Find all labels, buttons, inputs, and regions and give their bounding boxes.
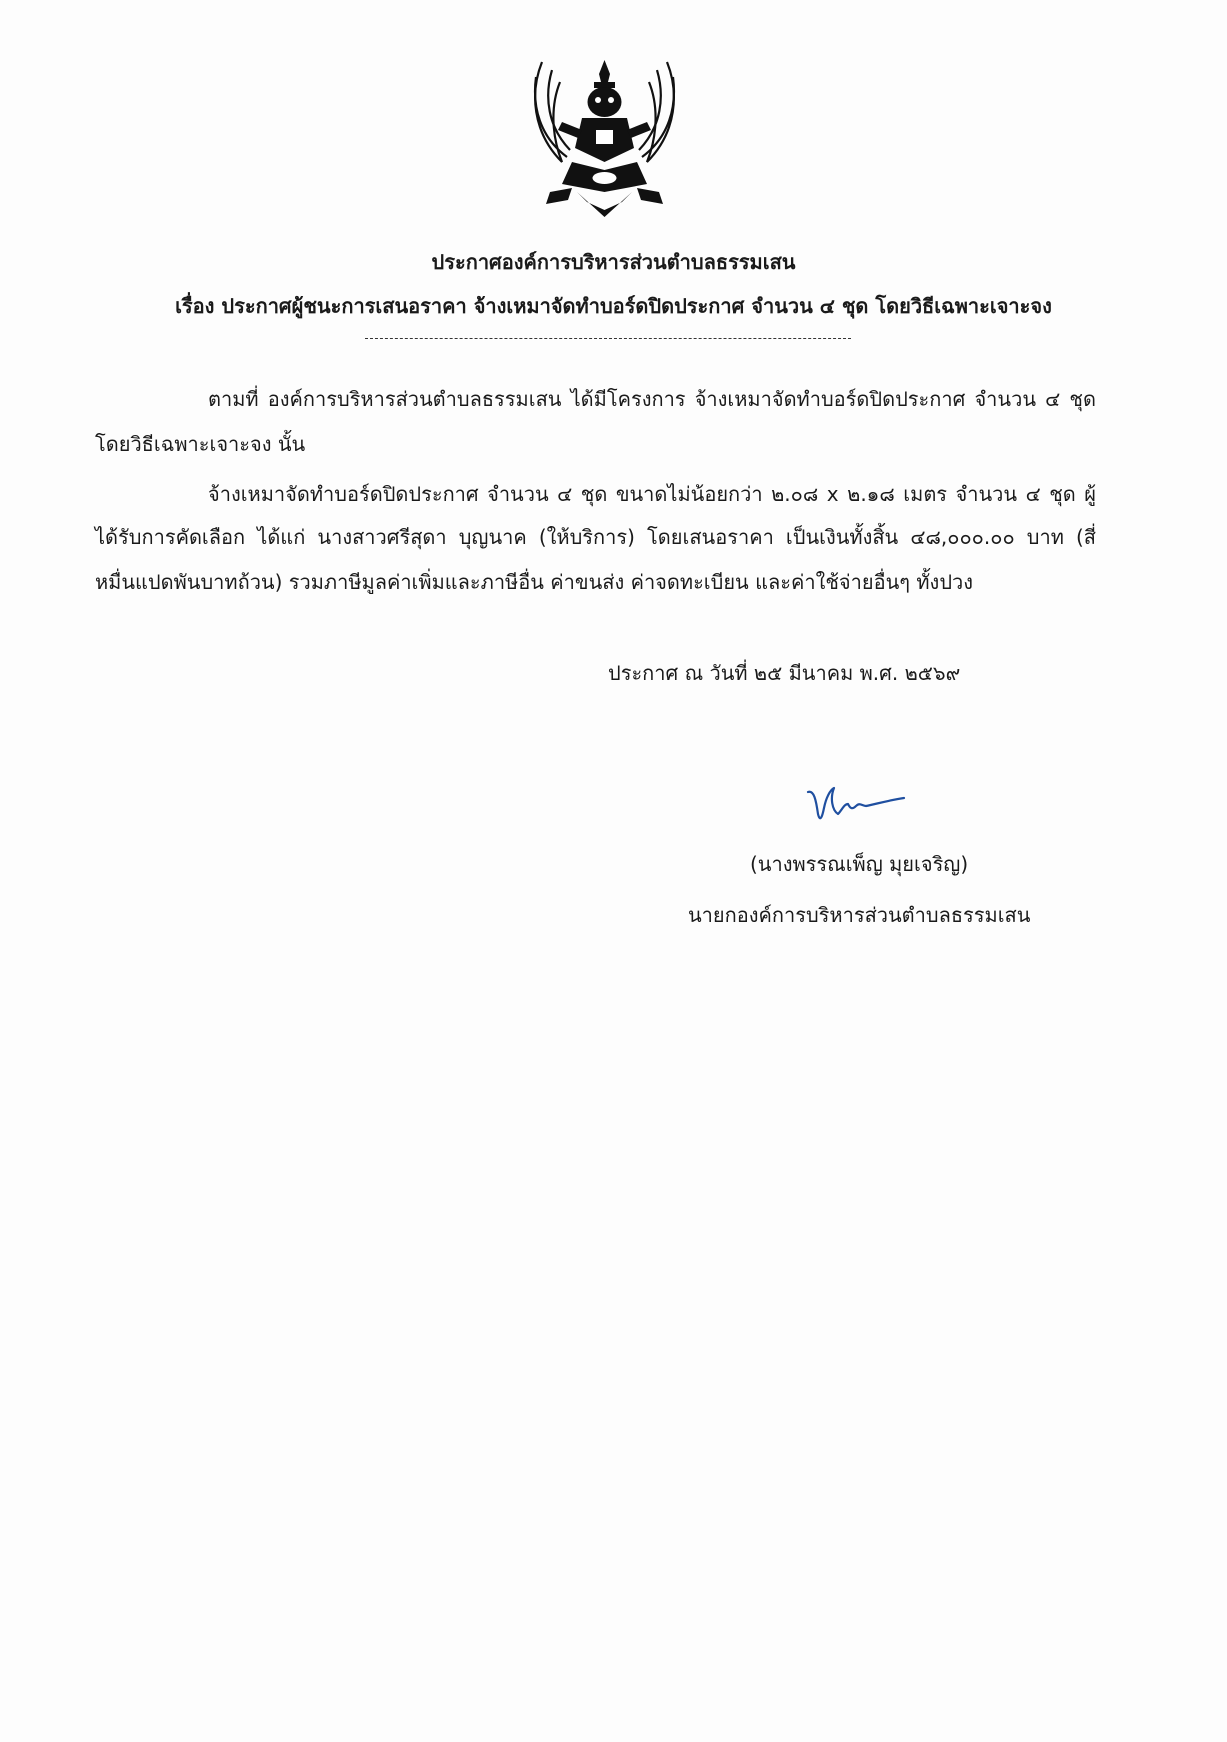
signer-name: (นางพรรณเพ็ญ มุยเจริญ) [750, 852, 969, 876]
signer-position: นายกองค์การบริหารส่วนตำบลธรรมเสน [688, 903, 1031, 927]
announcement-subject: เรื่อง ประกาศผู้ชนะการเสนอราคา จ้างเหมาจัดทำบอร์ดปิดประกาศ จำนวน ๔ ชุด โดยวิธีเฉพาะเจาะจง [175, 294, 1052, 318]
paragraph-1-line-1: ตามที่ องค์การบริหารส่วนตำบลธรรมเสน ได้มีโครงการ จ้างเหมาจัดทำบอร์ดปิดประกาศ จำนวน ๔ ชุด [208, 387, 1096, 411]
paragraph-2-line-1: จ้างเหมาจัดทำบอร์ดปิดประกาศ จำนวน ๔ ชุด ขนาดไม่น้อยกว่า ๒.๐๘ x ๒.๑๘ เมตร จำนวน ๔ ชุด ผู้ [208, 482, 1096, 506]
paragraph-2-line-3: หมื่นแปดพันบาทถ้วน) รวมภาษีมูลค่าเพิ่มและภาษีอื่น ค่าขนส่ง ค่าจดทะเบียน และค่าใช้จ่ายอื่นๆ ทั้งปวง [95, 570, 974, 594]
announcement-title: ประกาศองค์การบริหารส่วนตำบลธรรมเสน [431, 250, 796, 274]
paragraph-2-line-2: ได้รับการคัดเลือก ได้แก่ นางสาวศรีสุดา บุญนาค (ให้บริการ) โดยเสนอราคา เป็นเงินทั้งสิ้น ๔๘,๐๐๐.๐๐ บาท (สี่ [95, 525, 1096, 549]
announcement-date: ประกาศ ณ วันที่ ๒๕ มีนาคม พ.ศ. ๒๕๖๙ [608, 661, 961, 685]
handwritten-signature-icon [800, 780, 910, 828]
garuda-emblem-icon [522, 52, 687, 222]
paragraph-1-line-2: โดยวิธีเฉพาะเจาะจง นั้น [95, 432, 306, 456]
separator-line [365, 338, 851, 339]
